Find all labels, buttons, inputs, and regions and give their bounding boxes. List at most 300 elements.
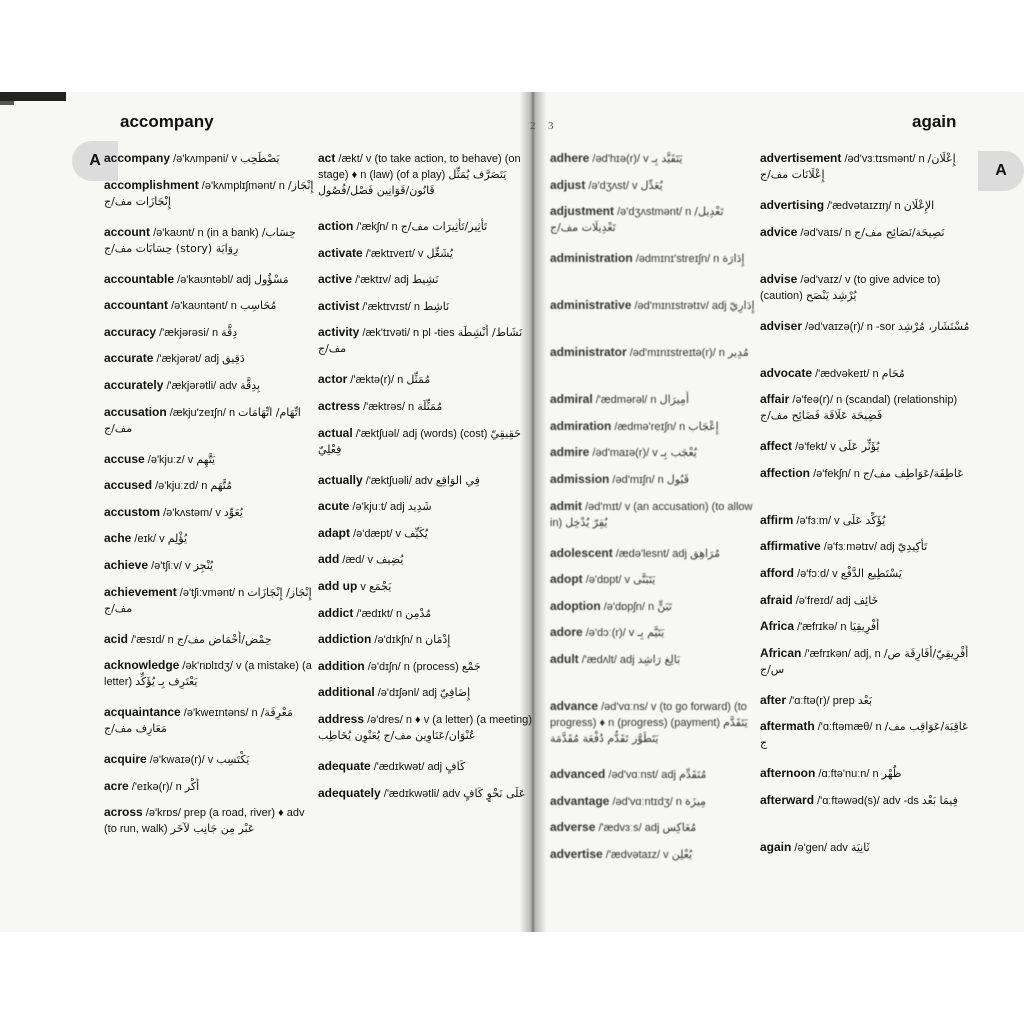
headword: adjust	[550, 177, 586, 192]
dictionary-entry	[104, 530, 320, 557]
pronunciation-definition: /æk'tɪvəti/ n pl -ties	[362, 327, 455, 340]
pronunciation-definition: /'æktə(r)/ n	[350, 374, 404, 387]
dictionary-entry	[318, 218, 532, 245]
dictionary-entry	[318, 525, 532, 552]
arabic-translation: حِمْض/أَحْمَاض مف/ج	[176, 632, 272, 646]
dictionary-entry	[760, 718, 975, 765]
arabic-translation: يُرْشِد يَنْصَح	[805, 288, 857, 302]
arabic-translation: نَشَاط/ أَنْشِطَة مف/ج	[318, 326, 523, 356]
arabic-translation: أَفْرِيقِيَا	[849, 620, 880, 634]
arabic-translation: يُعَوِّد	[223, 505, 243, 519]
headword: affirm	[760, 512, 794, 527]
dictionary-entry	[550, 698, 755, 766]
dictionary-entry	[104, 404, 320, 451]
arabic-translation: أَكْر	[184, 779, 200, 793]
arabic-translation: دِقَّة	[221, 325, 238, 339]
arabic-translation: فِيمَا بَعْد	[921, 793, 958, 807]
pronunciation-definition: /ə'tʃiːv/ v	[151, 559, 191, 572]
headword: admiration	[550, 418, 612, 433]
arabic-translation: يُشَغِّل	[426, 246, 453, 260]
pronunciation-definition: /'ædvɜːs/ adj	[598, 822, 660, 835]
dictionary-entry	[760, 592, 975, 619]
dictionary-entry	[104, 297, 320, 324]
dictionary-entry	[318, 551, 532, 578]
arabic-translation: مُدْمِن	[405, 606, 432, 620]
pronunciation-definition: /'æktrəs/ n	[363, 400, 415, 413]
arabic-translation: نَشِيط	[411, 273, 439, 287]
headword: adapt	[318, 525, 351, 540]
arabic-translation: حِسَاب/ رِوَايَة (story) حِسَابَات مف/ج	[104, 225, 296, 255]
pronunciation-definition: /'æsɪd/ n	[131, 633, 174, 646]
pronunciation-definition: /ə'dɪʃn/ n (process)	[367, 660, 459, 673]
pronunciation-definition: /'ækjərətli/ adv	[166, 379, 238, 392]
headword: adviser	[760, 318, 803, 333]
pronunciation-definition: /əd'vaɪs/ n	[800, 226, 852, 239]
arabic-translation: جَمْع	[461, 659, 481, 673]
pronunciation-definition: /'ækjərəsi/ n	[159, 326, 219, 339]
dictionary-entry	[550, 250, 755, 297]
pronunciation-definition: /ə'kwaɪə(r)/ v	[149, 754, 214, 767]
headword: ache	[104, 531, 132, 546]
pronunciation-definition: /əd'hɪə(r)/ v	[592, 153, 649, 165]
headword: accuse	[104, 451, 145, 466]
headword: accuracy	[104, 324, 157, 339]
arabic-translation: يُعْلِن	[671, 847, 693, 861]
arabic-translation: مِيزَة	[684, 794, 707, 808]
headword: aftermath	[760, 719, 815, 734]
arabic-translation: عَلَى نَحْوٍ كَافٍ	[463, 786, 526, 800]
headword: accurate	[104, 351, 154, 366]
column-2	[318, 150, 532, 832]
arabic-translation: يُؤْلِم	[167, 532, 188, 546]
headword: actress	[318, 398, 361, 413]
headword: adult	[550, 651, 579, 666]
headword: activist	[318, 298, 360, 313]
pronunciation-definition: /'æktʃuəli/ adv	[365, 474, 433, 487]
dictionary-entry	[318, 605, 532, 632]
pronunciation-definition: /əd'vaɪzə(r)/ n -sor	[805, 320, 895, 333]
dictionary-entry	[760, 438, 975, 465]
headword: accurately	[104, 377, 164, 392]
headword: add up	[318, 578, 358, 593]
dictionary-entry	[550, 471, 755, 498]
pronunciation-definition: /'ækʃn/ n	[356, 221, 398, 233]
pronunciation-definition: /ə'kaʊntənt/ n	[171, 300, 237, 313]
dictionary-entry	[760, 465, 975, 512]
pronunciation-definition: /'eɪkə(r)/ n	[131, 780, 182, 793]
pronunciation-definition: /'æktɪveɪt/ v	[365, 247, 424, 260]
headword: afraid	[760, 592, 793, 607]
arabic-translation: مُرَاهِق	[690, 546, 721, 560]
dictionary-entry	[550, 177, 755, 204]
pronunciation-definition: /ə'dɪkʃn/ n	[374, 634, 423, 647]
dictionary-entry	[104, 657, 320, 704]
dictionary-entry	[550, 545, 755, 572]
arabic-translation: إِعْلَان/إِعْلَانَات مف/ج	[760, 152, 956, 181]
arabic-translation: ظُهْر	[881, 767, 902, 781]
headword: after	[760, 692, 787, 707]
pronunciation-definition: /ə'kaʊnt/ n (in a bank)	[153, 226, 259, 239]
pronunciation-definition: /ə'gen/ adv	[794, 841, 848, 854]
pronunciation-definition: /'ækjərət/ adj	[156, 353, 220, 366]
dictionary-entry	[104, 271, 320, 298]
headword: acid	[104, 631, 129, 646]
dictionary-entry	[104, 477, 320, 504]
dictionary-entry	[550, 344, 755, 391]
left-page-number: 2	[530, 120, 536, 132]
headword: admire	[550, 445, 590, 460]
dictionary-entry	[318, 758, 532, 785]
arabic-translation: تَبَنٍّ	[657, 599, 672, 613]
dictionary-entry	[104, 504, 320, 531]
pronunciation-definition: /əd'mɪʃn/ n	[612, 473, 664, 486]
pronunciation-definition: /'ædvətaɪz/ v	[605, 848, 669, 861]
dictionary-entry	[550, 297, 755, 344]
arabic-translation: مَعْرِفَة/ مَعَارِف مف/ج	[104, 706, 293, 736]
pronunciation-definition: /ə'fekt/ v	[795, 441, 836, 454]
headword: Africa	[760, 619, 795, 634]
headword: account	[104, 224, 151, 239]
pronunciation-definition: /ə'kjuːt/ adj	[352, 501, 405, 514]
dictionary-entry	[104, 150, 320, 177]
arabic-translation: إِدَارِيّ	[729, 299, 755, 313]
pronunciation-definition: /ə'dɔː(r)/ v	[585, 627, 635, 640]
dictionary-entry	[550, 846, 755, 873]
headword: advocate	[760, 365, 813, 380]
pronunciation-definition: /ə'kaʊntəbl/ adj	[177, 273, 251, 286]
dictionary-entry	[104, 324, 320, 351]
pronunciation-definition: /ə'dɒpʃn/ n	[603, 600, 655, 613]
headword: administrative	[550, 298, 632, 313]
pronunciation-definition: /ə'feə(r)/ n (scandal) (relationship)	[792, 394, 958, 407]
headword: affirmative	[760, 539, 821, 554]
pronunciation-definition: /'æfrɪkə/ n	[797, 621, 847, 634]
headword: affection	[760, 465, 811, 480]
pronunciation-definition: /'ɑːftə(r)/ prep	[789, 694, 855, 707]
arabic-translation: يَصْطَحِب	[240, 152, 280, 165]
dictionary-entry	[318, 371, 532, 398]
dictionary-entry	[760, 645, 975, 692]
dictionary-entry	[760, 365, 975, 392]
headword: adequate	[318, 758, 371, 773]
pronunciation-definition: /ækt/ v (to take action, to behave) (on stage) ♦ n (law) (of a play)	[318, 153, 521, 181]
pronunciation-definition: /ə'dres/ n ♦ v (a letter) (a meeting)	[367, 713, 532, 726]
headword: African	[760, 645, 802, 660]
dictionary-entry	[550, 624, 755, 651]
arabic-translation: خَائِف	[853, 593, 879, 607]
arabic-translation: يُكَيِّف	[404, 526, 428, 540]
arabic-translation: دَقِيق	[222, 352, 245, 366]
pronunciation-definition: /ə'tʃiːvmənt/ n	[179, 586, 245, 599]
arabic-translation: يُعَدِّل	[640, 178, 663, 192]
dictionary-entry	[318, 425, 532, 472]
headword: adoption	[550, 598, 601, 613]
arabic-translation: مُمَثِّل	[406, 373, 431, 387]
arabic-translation: نَاشِط	[423, 299, 450, 313]
headword: acquire	[104, 752, 147, 767]
headword: addiction	[318, 632, 372, 647]
pronunciation-definition: /ə'krɒs/ prep (a road, river) ♦ adv (to run, walk)	[104, 807, 305, 836]
arabic-translation: عُنْوَان/عَنَاوِين مف/ج يُعَنْوِن يُخَاطِب	[318, 728, 476, 742]
pronunciation-definition: /ə'dɪʃənl/ adj	[377, 687, 437, 700]
pronunciation-definition: /ɑːftə'nuːn/ n	[818, 768, 879, 781]
arabic-translation: عَبْر مِن جَانِب لآخَر	[170, 822, 255, 836]
arabic-translation: يُعْجَب بِـ	[660, 446, 697, 460]
arabic-translation: مُدِير	[727, 346, 749, 360]
dictionary-entry	[550, 150, 755, 177]
arabic-translation: يَتَيَّم بِـ	[637, 626, 665, 640]
arabic-translation: يَتَصَرَّف يُمَثِّل قَانُون/قَوَانِين فَصْل/فُصُول	[318, 168, 507, 197]
dictionary-entry	[318, 631, 532, 658]
dictionary-entry	[104, 557, 320, 584]
pronunciation-definition: /'ædɪkwətli/ adv	[383, 787, 461, 800]
dictionary-entry	[760, 792, 975, 839]
dictionary-entry	[760, 150, 975, 197]
arabic-translation: أَفْرِيقِيّ/أَفَارِقَة ص/س/ج	[760, 646, 969, 676]
headword: advanced	[550, 766, 606, 781]
headword: affect	[760, 439, 793, 454]
headword: addition	[318, 658, 365, 673]
headword: accountable	[104, 271, 175, 286]
arabic-translation: قَبُول	[666, 472, 690, 486]
headword: admission	[550, 471, 610, 486]
dictionary-entry	[104, 451, 320, 478]
headword: affair	[760, 392, 790, 407]
arabic-translation: إِضَافِيّ	[440, 686, 471, 700]
headword: adverse	[550, 820, 596, 835]
arabic-translation: أَمِيرَال	[659, 393, 689, 407]
pronunciation-definition: /ə'dʒʌst/ v	[588, 179, 638, 192]
arabic-translation: عَاطِفَة/عَوَاطِف مف/ج	[862, 466, 964, 480]
dictionary-entry	[550, 418, 755, 445]
arabic-translation: إِنْجَاز/إِنْجَازَات مف/ج	[104, 178, 314, 208]
headword: adhere	[550, 151, 590, 165]
dictionary-entry	[318, 472, 532, 499]
dictionary-entry	[318, 498, 532, 525]
pronunciation-definition: /ə'dʒʌstmənt/ n	[617, 206, 692, 219]
arabic-translation: فَضِيحَة عَلَاقَة فَضَائِح مف/ج	[760, 409, 883, 423]
arabic-translation: مُعَاكِس	[662, 821, 697, 835]
pronunciation-definition: /ə'freɪd/ adj	[795, 594, 851, 607]
dictionary-entry	[104, 804, 320, 851]
corner-bar	[0, 92, 66, 101]
pronunciation-definition: /əd'vaɪz/ v (to give advice to) (caution)	[760, 273, 941, 302]
dictionary-entry	[318, 398, 532, 425]
dictionary-entry	[760, 538, 975, 565]
arabic-translation: حَقِيقِيّ فِعْلِيّ	[318, 426, 521, 456]
pronunciation-definition: /ədmɪnɪ'streɪʃn/ n	[635, 253, 720, 266]
dictionary-entry	[318, 785, 532, 832]
pronunciation-definition: /ə'kʌmplɪʃmənt/ n	[201, 179, 285, 192]
dictionary-entry	[550, 819, 755, 846]
arabic-translation: يُنْجِز	[193, 558, 214, 572]
arabic-translation: يَتَبَنَّى	[633, 573, 656, 587]
arabic-translation: تَأْثِير/تَأْثِيرَات مف/ج	[400, 220, 488, 233]
dictionary-entry	[760, 565, 975, 592]
corner-bar-shadow	[0, 101, 14, 105]
pronunciation-definition: /'ædɪkt/ n	[356, 607, 403, 620]
pronunciation-definition: v	[360, 580, 366, 593]
right-guide-word: again	[912, 112, 957, 131]
headword: advertisement	[760, 151, 842, 165]
arabic-translation: يَعْتَرِف بِـ يُؤَكِّد	[135, 675, 198, 689]
headword: add	[318, 552, 340, 567]
headword: across	[104, 805, 143, 820]
dictionary-entry	[550, 571, 755, 598]
pronunciation-definition: /ædə'lesnt/ adj	[615, 547, 687, 560]
headword: afterward	[760, 792, 815, 807]
arabic-translation: شَدِيد	[407, 500, 432, 514]
headword: address	[318, 711, 365, 726]
dictionary-entry	[104, 584, 320, 631]
column-3	[550, 150, 755, 872]
dictionary-entry	[104, 350, 320, 377]
arabic-translation: بِدِقَّة	[240, 378, 261, 392]
dictionary-entry	[760, 618, 975, 645]
dictionary-entry	[760, 224, 975, 271]
pronunciation-definition: /ə'kjuːzd/ n	[155, 480, 208, 493]
dictionary-entry	[318, 324, 532, 371]
headword: advance	[550, 698, 599, 713]
pronunciation-definition: /əd'vɜːtɪsmənt/ n	[844, 153, 925, 165]
dictionary-entry	[318, 245, 532, 272]
arabic-translation: يُقِرّ يُدْخِل	[565, 515, 608, 529]
pronunciation-definition: /ə'fɜːm/ v	[796, 514, 840, 527]
dictionary-entry	[318, 298, 532, 325]
pronunciation-definition: /ə'dɒpt/ v	[585, 574, 631, 587]
headword: achievement	[104, 584, 177, 599]
arabic-translation: اتِّهَام/ اتِّهَامَات مف/ج	[104, 405, 301, 435]
dictionary-entry	[318, 658, 532, 685]
pronunciation-definition: /ækju'zeɪʃn/ n	[169, 406, 236, 419]
pronunciation-definition: /'ædʌlt/ adj	[581, 653, 635, 666]
pronunciation-definition: /'æfrɪkən/ adj, n	[804, 647, 881, 660]
dictionary-entry	[318, 271, 532, 298]
arabic-translation: يَتَقَيَّد بِـ	[651, 152, 683, 165]
headword: admit	[550, 498, 583, 513]
headword: actually	[318, 472, 363, 487]
arabic-translation: كَافٍ	[445, 759, 466, 773]
arabic-translation: يَكْتَسِب	[216, 753, 250, 767]
headword: acknowledge	[104, 658, 180, 673]
arabic-translation: يَجْمَع	[368, 579, 392, 593]
arabic-translation: بَالِغ رَاشِد	[637, 652, 681, 666]
pronunciation-definition: /'ædɪkwət/ adj	[373, 760, 443, 773]
pronunciation-definition: /'æktɪv/ adj	[355, 274, 409, 287]
dictionary-entry	[318, 711, 532, 758]
pronunciation-definition: /ə'fekʃn/ n	[813, 467, 860, 480]
headword: actor	[318, 372, 348, 387]
headword: action	[318, 219, 354, 233]
headword: advantage	[550, 793, 610, 808]
pronunciation-definition: /ə'kʌstəm/ v	[163, 506, 221, 519]
pronunciation-definition: /ə'fɔːd/ v	[797, 567, 838, 580]
right-page-number: 3	[548, 120, 554, 132]
dictionary-entry	[760, 765, 975, 792]
dictionary-entry	[760, 391, 975, 438]
dictionary-entry	[550, 766, 755, 793]
headword: accountant	[104, 298, 169, 313]
pronunciation-definition: /'æktɪvɪst/ n	[362, 300, 421, 313]
arabic-translation: تَعْدِيل/ تَعْدِيلَات مف/ج	[550, 205, 724, 235]
dictionary-entry	[104, 704, 320, 751]
arabic-translation: يُؤَكِّد عَلَى	[842, 513, 886, 527]
dictionary-entry	[550, 203, 755, 250]
dictionary-entry	[760, 839, 975, 866]
dictionary-entry	[550, 391, 755, 418]
arabic-translation: إِدْمَان	[425, 633, 451, 647]
arabic-translation: إِنْجَاز/ إِنْجَازَات مف/ج	[104, 585, 312, 615]
headword: accustom	[104, 504, 161, 519]
headword: adolescent	[550, 545, 613, 560]
headword: act	[318, 151, 336, 165]
arabic-translation: مُمَثِّلَة	[417, 399, 443, 413]
arabic-translation: يُضِيف	[376, 553, 404, 567]
arabic-translation: تَأْكِيدِيّ	[897, 540, 928, 554]
arabic-translation: مُتَّهَم	[210, 479, 233, 493]
pronunciation-definition: /'ædmərəl/ n	[595, 394, 657, 407]
headword: adore	[550, 625, 583, 640]
headword: acquaintance	[104, 705, 181, 720]
headword: admiral	[550, 392, 593, 407]
arabic-translation: مَسْؤُول	[253, 272, 289, 286]
pronunciation-definition: /'ædvətaɪzɪŋ/ n	[827, 200, 901, 212]
headword: accompany	[104, 151, 171, 165]
dictionary-entry	[104, 177, 320, 224]
letter-tab-right: A	[978, 151, 1024, 191]
pronunciation-definition: /ə'fɜːmətɪv/ adj	[823, 541, 895, 554]
arabic-translation: يُؤَثِّر عَلَى	[838, 440, 880, 454]
pronunciation-definition: /eɪk/ v	[134, 533, 165, 546]
headword: accused	[104, 478, 153, 493]
headword: afford	[760, 565, 794, 580]
dictionary-entry	[104, 751, 320, 778]
dictionary-entry	[104, 631, 320, 658]
pronunciation-definition: /əd'mɪnɪstreɪtə(r)/ n	[629, 347, 725, 360]
dictionary-entry	[318, 578, 532, 605]
headword: advise	[760, 271, 798, 286]
headword: adopt	[550, 572, 583, 587]
dictionary-entry	[550, 793, 755, 820]
arabic-translation: مُحَاسِب	[239, 299, 277, 313]
letter-tab-left: A	[72, 141, 118, 181]
headword: accomplishment	[104, 177, 199, 192]
headword: acre	[104, 778, 129, 793]
arabic-translation: يَتَّهِم	[196, 452, 216, 466]
pronunciation-definition: /əd'mɪnɪstrətɪv/ adj	[634, 300, 727, 313]
pronunciation-definition: /əd'vɑːnst/ adj	[608, 768, 676, 781]
headword: addict	[318, 605, 354, 620]
arabic-translation: إِعْجَاب	[688, 419, 719, 433]
dictionary-entry	[550, 498, 755, 545]
dictionary-entry	[104, 224, 320, 271]
headword: additional	[318, 685, 375, 700]
headword: achieve	[104, 557, 149, 572]
headword: adjustment	[550, 204, 615, 219]
dictionary-entry	[760, 271, 975, 318]
dictionary-entry	[760, 512, 975, 539]
headword: activate	[318, 245, 363, 260]
arabic-translation: فِي الوَاقِع	[435, 473, 480, 487]
pronunciation-definition: /əd'vɑːntɪdʒ/ n	[612, 795, 682, 808]
arabic-translation: مُسْتَشَار، مُرْشِد	[897, 319, 970, 333]
pronunciation-definition: /'æktʃuəl/ adj (words) (cost)	[355, 427, 488, 440]
dictionary-entry	[318, 684, 532, 711]
headword: administration	[550, 251, 633, 266]
pronunciation-definition: /əd'mɪt/ v (an accusation) (to allow in)	[550, 500, 753, 529]
pronunciation-definition: /ædmə'reɪʃn/ n	[614, 420, 686, 433]
dictionary-entry	[104, 377, 320, 404]
